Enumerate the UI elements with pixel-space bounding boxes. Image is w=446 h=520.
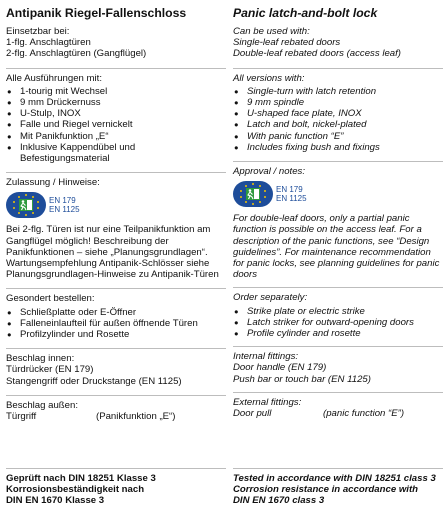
- list-item: ● Latch striker for outward-opening doors: [233, 317, 443, 328]
- certification-logo: [233, 181, 443, 207]
- german-usable-line: 2-flg. Anschlagtüren (Gangflügel): [6, 48, 147, 60]
- list-item: ● Mit Panikfunktion „E“: [6, 131, 226, 142]
- german-footer-line: Korrosionsbeständigkeit nach: [6, 484, 145, 496]
- german-external-head: Beschlag außen:: [6, 395, 226, 411]
- english-footer-line: Tested in accordance with DIN 18251 class 3: [233, 468, 443, 484]
- standard-en1125: EN 1125: [276, 194, 307, 204]
- list-item: ● Schließplatte oder E-Öffner: [6, 307, 226, 318]
- list-item: ● Inklusive Kappendübel und Befestigungsmaterial: [6, 142, 226, 164]
- german-order-head: Gesondert bestellen:: [6, 288, 226, 304]
- english-internal-line: Door handle (EN 179): [233, 362, 327, 374]
- list-item: ● 1-tourig mit Wechsel: [6, 86, 226, 97]
- english-order-head: Order separately:: [233, 287, 443, 303]
- english-external-right: (panic function “E”): [323, 408, 405, 420]
- english-usable-line: Double-leaf rebated doors (access leaf): [233, 48, 401, 60]
- list-item: ● 9 mm Drückernuss: [6, 97, 226, 108]
- list-item: ● Falleneinlaufteil für außen öffnende Türen: [6, 318, 226, 329]
- german-title: Antipanik Riegel-Fallenschloss: [6, 6, 187, 20]
- german-column: [6, 6, 226, 422]
- english-versions-head: All versions with:: [233, 68, 443, 84]
- german-notes: Bei 2-flg. Türen ist nur eine Teilpanikfunktion am Gangflügel möglich! Beschreibung der Panikfunktionen – siehe „Planungsgrundlagen“. Wartungsempfehlung Antipanik-Schlösser siehe Planungsgrundlagen-Hinweise zu Antipanik-Türen: [6, 224, 219, 281]
- list-item: ● 9 mm spindle: [233, 97, 443, 108]
- english-order-list: [233, 306, 443, 340]
- list-item: ● Single-turn with latch retention: [233, 86, 443, 97]
- english-title: Panic latch-and-bolt lock: [233, 6, 378, 20]
- english-external-head: External fittings:: [233, 392, 443, 408]
- english-usable-head: Can be used with:: [233, 26, 310, 37]
- english-footer: [233, 468, 443, 507]
- english-footer-line: DIN EN 1670 class 3: [233, 495, 325, 507]
- standard-en179: EN 179: [49, 196, 76, 206]
- german-footer: [6, 468, 226, 507]
- english-approval-head: Approval / notes:: [233, 161, 443, 177]
- english-internal-head: Internal fittings:: [233, 346, 443, 362]
- list-item: ● With panic function “E”: [233, 131, 443, 142]
- english-versions-list: [233, 86, 443, 153]
- german-internal-line: Stangengriff oder Druckstange (EN 1125): [6, 375, 182, 387]
- english-column: [233, 6, 443, 419]
- list-item: ● Falle und Riegel vernickelt: [6, 119, 226, 130]
- german-versions-head: Alle Ausführungen mit:: [6, 68, 226, 84]
- list-item: ● Includes fixing bush and fixings: [233, 142, 443, 153]
- english-footer-line: Corrosion resistance in accordance with: [233, 484, 419, 496]
- german-external-line: [6, 411, 226, 422]
- german-usable-line: 1-flg. Anschlagtüren: [6, 37, 91, 49]
- english-external-left: Door pull: [233, 408, 272, 420]
- german-internal-head: Beschlag innen:: [6, 348, 226, 364]
- list-item: ● Latch and bolt, nickel-plated: [233, 119, 443, 130]
- english-usable-line: Single-leaf rebated doors: [233, 37, 341, 49]
- standard-en1125: EN 1125: [49, 205, 80, 215]
- german-footer-line: DIN EN 1670 Klasse 3: [6, 495, 105, 507]
- german-order-list: [6, 307, 226, 341]
- german-external-left: Türgriff: [6, 411, 37, 423]
- panic-exit-icon: [233, 181, 273, 207]
- list-item: ● Strike plate or electric strike: [233, 306, 443, 317]
- certification-logo: [6, 192, 226, 218]
- german-internal-line: Türdrücker (EN 179): [6, 364, 94, 376]
- standards-label: [49, 196, 80, 214]
- german-approval-head: Zulassung / Hinweise:: [6, 172, 226, 188]
- german-usable-head: Einsetzbar bei:: [6, 26, 70, 37]
- panic-exit-icon: [6, 192, 46, 218]
- standard-en179: EN 179: [276, 185, 303, 195]
- list-item: ● Profilzylinder und Rosette: [6, 329, 226, 340]
- german-footer-line: Geprüft nach DIN 18251 Klasse 3: [6, 468, 226, 484]
- german-versions-list: [6, 86, 226, 164]
- list-item: ● Profile cylinder and rosette: [233, 328, 443, 339]
- english-notes: For double-leaf doors, only a partial panic function is possible on the access leaf. For a description of the panic functions, see “Design guidelines”. For maintenance recommendation for panic locks, see planning guidelines for panic doors: [233, 213, 440, 281]
- german-external-right: (Panikfunktion „E“): [96, 411, 176, 423]
- list-item: ● U-Stulp, INOX: [6, 108, 226, 119]
- standards-label: [276, 185, 307, 203]
- list-item: ● U-shaped face plate, INOX: [233, 108, 443, 119]
- english-internal-line: Push bar or touch bar (EN 1125): [233, 373, 371, 385]
- english-external-line: [233, 408, 443, 419]
